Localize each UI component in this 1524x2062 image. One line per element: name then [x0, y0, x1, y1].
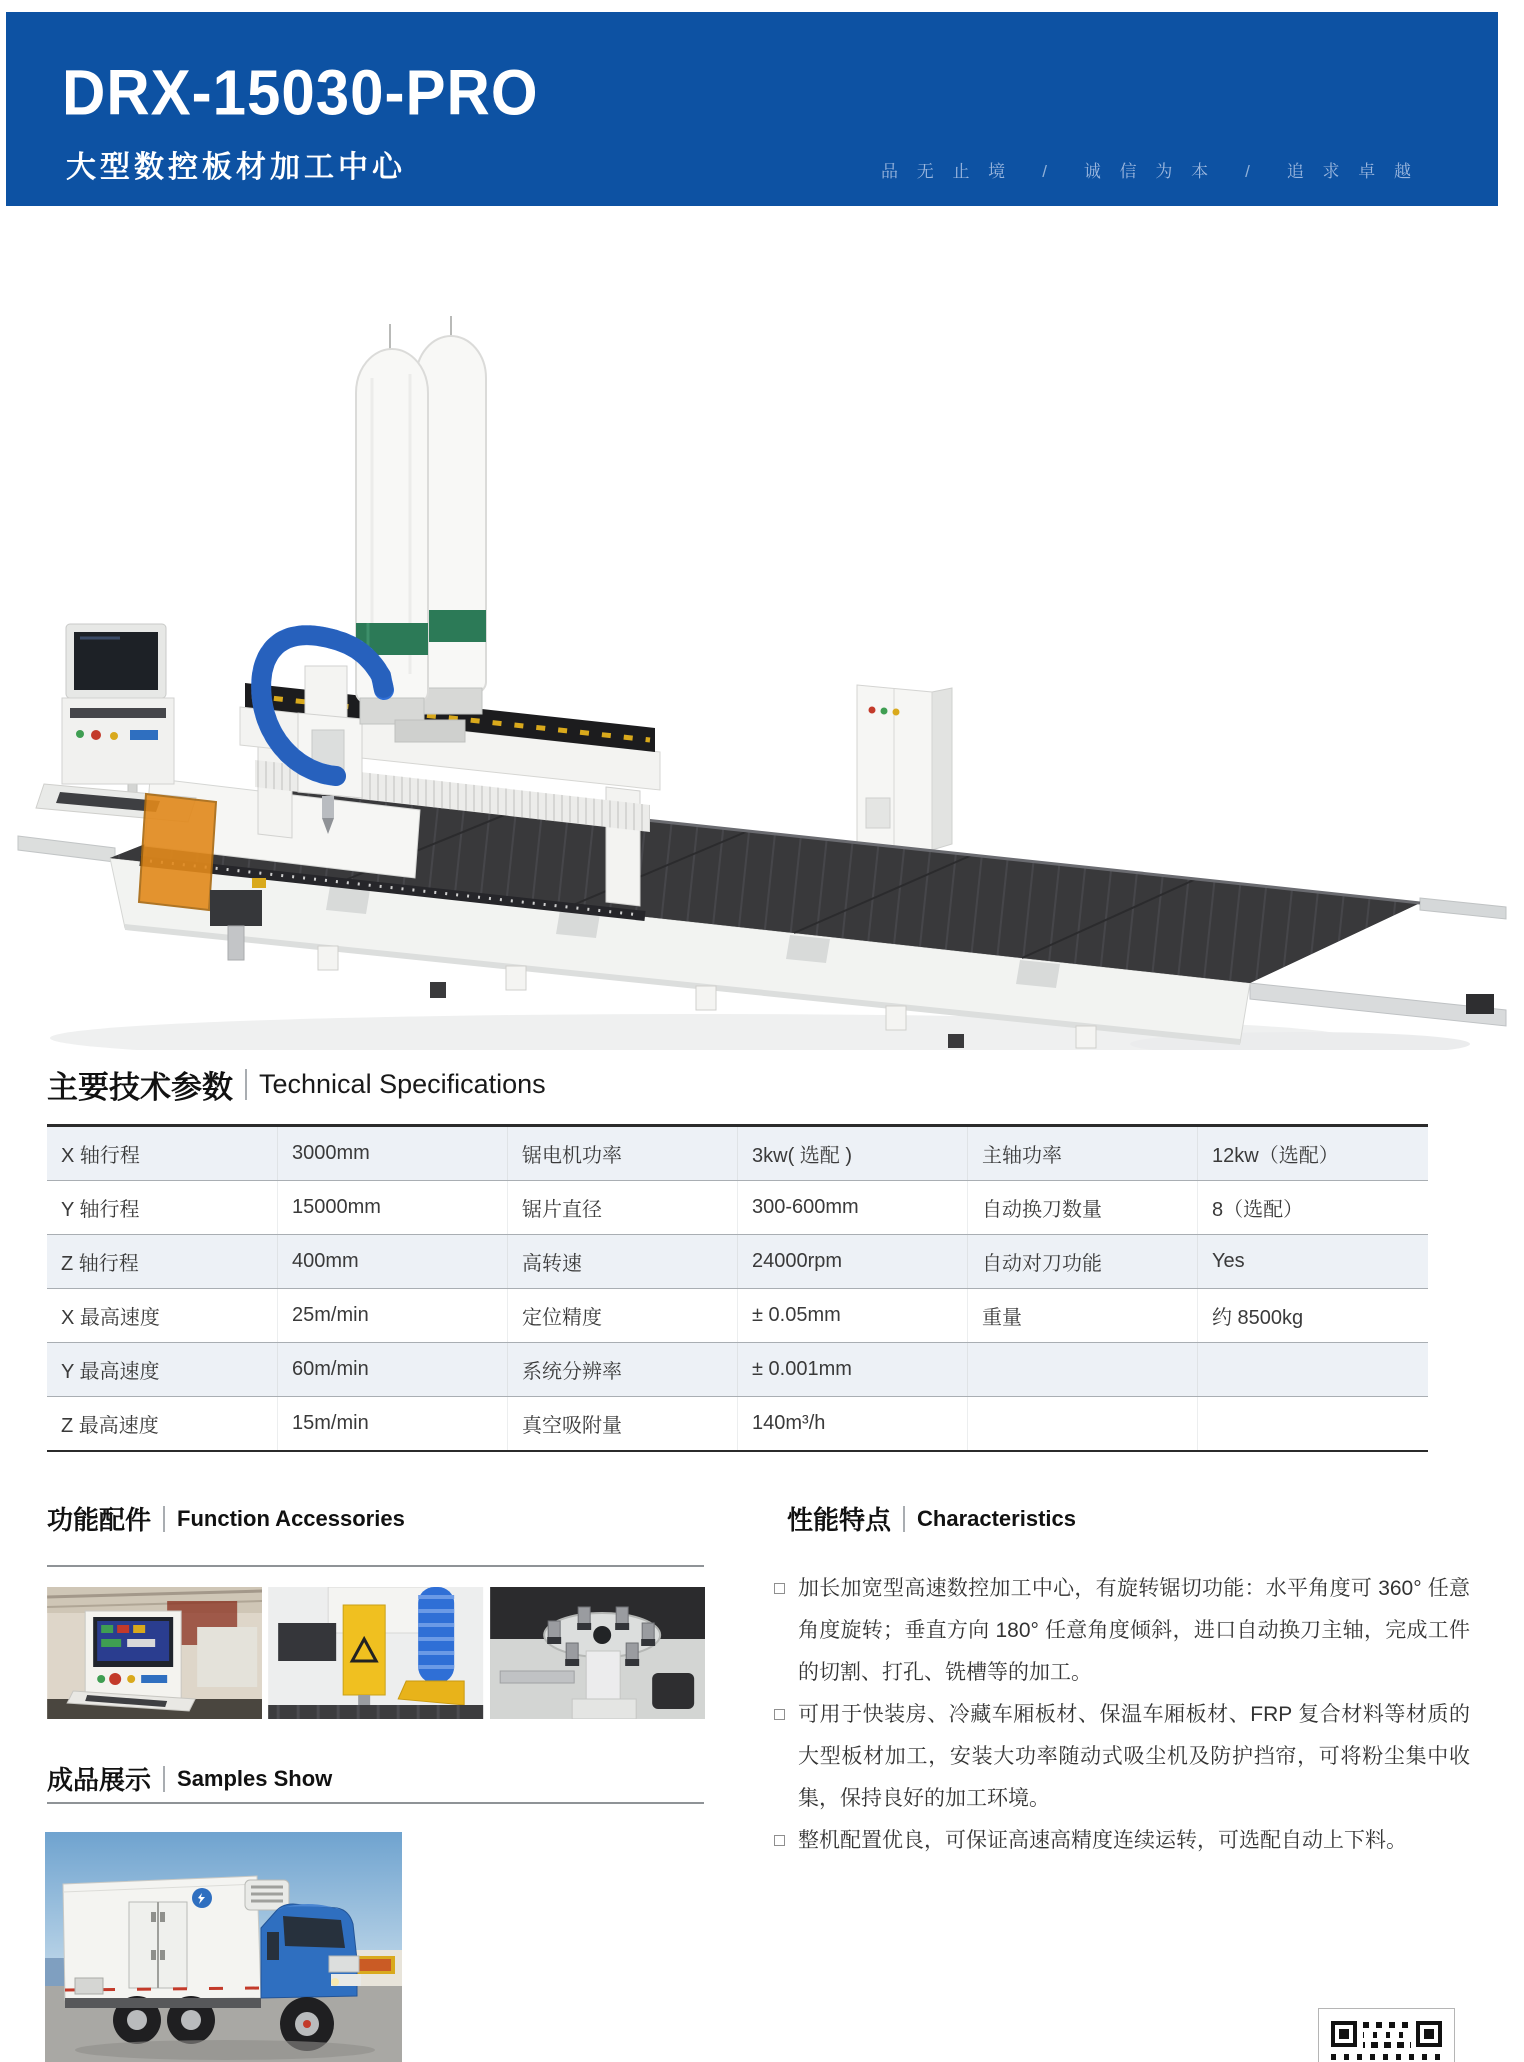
spec-cell-label: Y 最高速度 — [61, 1361, 160, 1383]
qr-code — [1318, 2008, 1455, 2062]
electrical-cabinet — [857, 685, 952, 850]
characteristics-title-zh: 性能特点 — [787, 1505, 892, 1535]
list-item: 整机配置优良，可保证高速高精度连续运转，可选配自动上下料。 — [772, 1820, 1470, 1862]
qr-code-pattern — [1327, 2017, 1446, 2062]
accessories-title-zh: 功能配件 — [47, 1505, 152, 1535]
list-item: 加长加宽型高速数控加工中心，有旋转锯切功能：水平角度可 360° 任意角度旋转；垂直方向 180° 任意角度倾斜，进口自动换刀主轴，完成工件的切割、打孔、铣槽等的加工。 — [772, 1568, 1470, 1694]
spec-cell-value: Yes — [1197, 1235, 1428, 1288]
spec-cell-value: 12kw（选配） — [1197, 1127, 1428, 1180]
spec-cell-label: X 轴行程 — [61, 1145, 140, 1167]
accessory-image-tool-changer — [490, 1587, 705, 1719]
samples-title-en: Samples Show — [177, 1765, 333, 1791]
cnc-machine-illustration — [0, 238, 1524, 1050]
samples-title-zh: 成品展示 — [47, 1765, 152, 1795]
characteristics-title-en: Characteristics — [917, 1505, 1076, 1531]
spec-cell-value: ± 0.05mm — [737, 1289, 967, 1342]
spec-cell-label: 系统分辨率 — [507, 1343, 737, 1396]
spec-cell-label — [967, 1343, 1197, 1396]
accessories-section-header — [47, 1500, 405, 1537]
spec-cell-value: 约 8500kg — [1197, 1289, 1428, 1342]
machine-photo — [0, 238, 1524, 1050]
slogan-part: 追 求 卓 越 — [1286, 162, 1418, 181]
product-model-title: DRX-15030-PRO — [62, 57, 539, 129]
spec-cell-value: 25m/min — [277, 1289, 507, 1342]
section-rule — [47, 1565, 704, 1567]
spec-cell-value — [1197, 1397, 1428, 1450]
table-row — [47, 1397, 1428, 1452]
spec-cell-value: 8（选配） — [1197, 1181, 1428, 1234]
spec-cell-label: 真空吸附量 — [507, 1397, 737, 1450]
edge-motor-unit — [210, 878, 266, 960]
spec-cell-value: 140m³/h — [737, 1397, 967, 1450]
table-row — [47, 1181, 1428, 1235]
spec-cell-label: 自动换刀数量 — [967, 1181, 1197, 1234]
spec-cell-value: 3000mm — [277, 1127, 507, 1180]
samples-section-header — [47, 1760, 332, 1797]
slogan-divider: / — [1042, 162, 1054, 181]
table-row — [47, 1235, 1428, 1289]
spec-cell-value: 300-600mm — [737, 1181, 967, 1234]
spec-cell-label: 锯片直径 — [507, 1181, 737, 1234]
specs-section-header — [47, 1062, 546, 1107]
slogan-part: 品 无 止 境 — [881, 162, 1013, 181]
spec-cell-label: 定位精度 — [507, 1289, 737, 1342]
spec-cell-value: 60m/min — [277, 1343, 507, 1396]
spec-cell-value: 15000mm — [277, 1181, 507, 1234]
spec-cell-label: X 最高速度 — [61, 1307, 160, 1329]
spec-cell-value: ± 0.001mm — [737, 1343, 967, 1396]
accessory-image-control-panel — [47, 1587, 262, 1719]
spec-cell-value: 24000rpm — [737, 1235, 967, 1288]
accessory-images — [47, 1587, 705, 1719]
floor-shadow — [50, 1014, 1470, 1050]
spec-cell-label: Z 轴行程 — [61, 1253, 139, 1275]
accessories-title-en: Function Accessories — [177, 1505, 405, 1531]
header-divider — [163, 1506, 165, 1532]
product-subtitle: 大型数控板材加工中心 — [66, 151, 406, 184]
sample-truck-image — [45, 1832, 402, 2062]
accessory-image-spindle — [268, 1587, 483, 1719]
specs-title-en: Technical Specifications — [259, 1069, 546, 1099]
characteristics-list — [772, 1568, 1470, 1862]
spec-cell-value: 15m/min — [277, 1397, 507, 1450]
monitor-screen — [74, 632, 158, 690]
spec-cell-label: 锯电机功率 — [507, 1127, 737, 1180]
slogan-divider: / — [1245, 162, 1257, 181]
specs-title-zh: 主要技术参数 — [47, 1070, 233, 1105]
header-banner — [6, 12, 1498, 206]
spec-cell-value — [1197, 1343, 1428, 1396]
refrigerated-truck-illustration — [45, 1832, 402, 2062]
spec-table — [47, 1124, 1428, 1452]
table-row — [47, 1343, 1428, 1397]
spec-cell-label — [967, 1397, 1197, 1450]
spec-cell-label: 高转速 — [507, 1235, 737, 1288]
slogan-part: 诚 信 为 本 — [1083, 162, 1216, 181]
spec-cell-value: 3kw( 选配 ) — [737, 1127, 967, 1180]
slogan — [881, 157, 1418, 182]
list-item: 可用于快装房、冷藏车厢板材、保温车厢板材、FRP 复合材料等材质的大型板材加工，安装大功率随动式吸尘机及防护挡帘，可将粉尘集中收集，保持良好的加工环境。 — [772, 1694, 1470, 1820]
characteristics-section-header — [787, 1500, 1076, 1537]
spec-cell-label: Z 最高速度 — [61, 1415, 159, 1437]
table-row — [47, 1127, 1428, 1181]
safety-shield — [139, 794, 216, 910]
header-divider — [163, 1766, 165, 1792]
header-divider — [245, 1069, 247, 1100]
spec-cell-label: Y 轴行程 — [61, 1199, 140, 1221]
header-divider — [903, 1506, 905, 1532]
spec-cell-label: 自动对刀功能 — [967, 1235, 1197, 1288]
spec-cell-label: 主轴功率 — [967, 1127, 1197, 1180]
section-rule — [47, 1802, 704, 1804]
table-row — [47, 1289, 1428, 1343]
spec-cell-label: 重量 — [967, 1289, 1197, 1342]
spec-cell-value: 400mm — [277, 1235, 507, 1288]
